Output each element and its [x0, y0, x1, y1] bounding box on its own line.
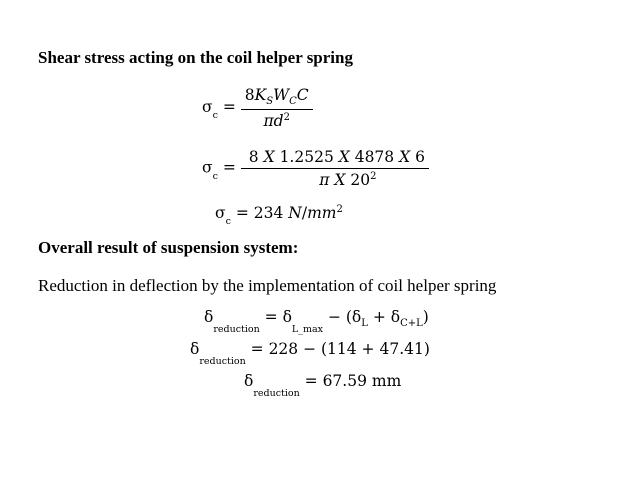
num-part-a: 8: [248, 148, 264, 166]
plus-delta: + δ: [367, 308, 401, 326]
substituted-denominator: [241, 169, 429, 189]
substituted-numerator: [241, 148, 429, 169]
var-k-sub: S: [266, 96, 274, 108]
formula-fraction: [241, 86, 313, 130]
var-w-sub: C: [289, 96, 297, 108]
sigma-subscript: c: [212, 170, 218, 182]
substituted-rhs: = 228 − (114 + 47.41): [245, 340, 430, 358]
equals-delta: = δ: [259, 308, 292, 326]
times-x2: X: [338, 148, 350, 166]
num-part-c: 4878: [349, 148, 400, 166]
result-rhs: = 67.59 mm: [299, 372, 402, 390]
var-w: W: [273, 86, 290, 104]
unit-exponent: 2: [336, 204, 343, 215]
var-k: K: [254, 86, 267, 104]
unit-slash: /: [301, 204, 308, 223]
sigma-symbol: σ: [202, 98, 213, 117]
reduction-description: Reduction in deflection by the implementation of coil helper spring: [38, 276, 497, 295]
var-c: C: [296, 86, 309, 104]
sigma-symbol: σ: [215, 204, 226, 223]
num-part-b: 1.2525: [274, 148, 339, 166]
delta-subscript-reduction: reduction: [199, 356, 246, 367]
den-exponent: 2: [370, 171, 377, 182]
var-d: d: [273, 112, 284, 131]
delta-symbol: δ: [204, 308, 214, 326]
sigma-subscript: c: [225, 216, 231, 228]
delta-subscript-lmax: L_max: [291, 324, 324, 335]
var-pi: π: [263, 112, 274, 131]
equation-deflection-substituted: [190, 340, 430, 367]
delta-subscript-l: L: [361, 318, 368, 330]
equation-deflection-reduction: [204, 308, 429, 335]
delta-subscript-reduction: reduction: [213, 324, 260, 335]
unit-mm: mm: [307, 204, 337, 223]
shear-stress-heading: Shear stress acting on the coil helper spring: [38, 48, 353, 67]
sigma-symbol: σ: [202, 158, 213, 177]
result-value: = 234: [235, 204, 289, 223]
coefficient: 8: [244, 86, 255, 104]
suspension-result-heading: Overall result of suspension system:: [38, 238, 299, 257]
delta-subscript-cl: C+L: [400, 318, 423, 330]
times-x3: X: [399, 148, 411, 166]
equals-sign: =: [222, 158, 236, 177]
exponent: 2: [283, 112, 290, 124]
equals-sign: =: [222, 98, 236, 117]
num-part-d: 6: [410, 148, 425, 166]
times-x1: X: [263, 148, 275, 166]
den-times: X: [329, 171, 351, 190]
den-pi: π: [319, 171, 330, 190]
equation-deflection-result: [244, 372, 402, 399]
minus-open: − (δ: [323, 308, 362, 326]
close-paren: ): [422, 308, 429, 326]
delta-symbol: δ: [244, 372, 254, 390]
sigma-subscript: c: [212, 110, 218, 122]
delta-subscript-reduction: reduction: [253, 388, 300, 399]
den-value: 20: [350, 171, 371, 190]
formula-numerator: [241, 86, 313, 110]
delta-symbol: δ: [190, 340, 200, 358]
equation-shear-stress-formula: [202, 86, 313, 130]
equation-shear-stress-result: [215, 204, 343, 228]
formula-denominator: [241, 110, 313, 130]
unit-n: N: [288, 204, 302, 223]
equation-shear-stress-substituted: [202, 148, 429, 189]
substituted-fraction: [241, 148, 429, 189]
